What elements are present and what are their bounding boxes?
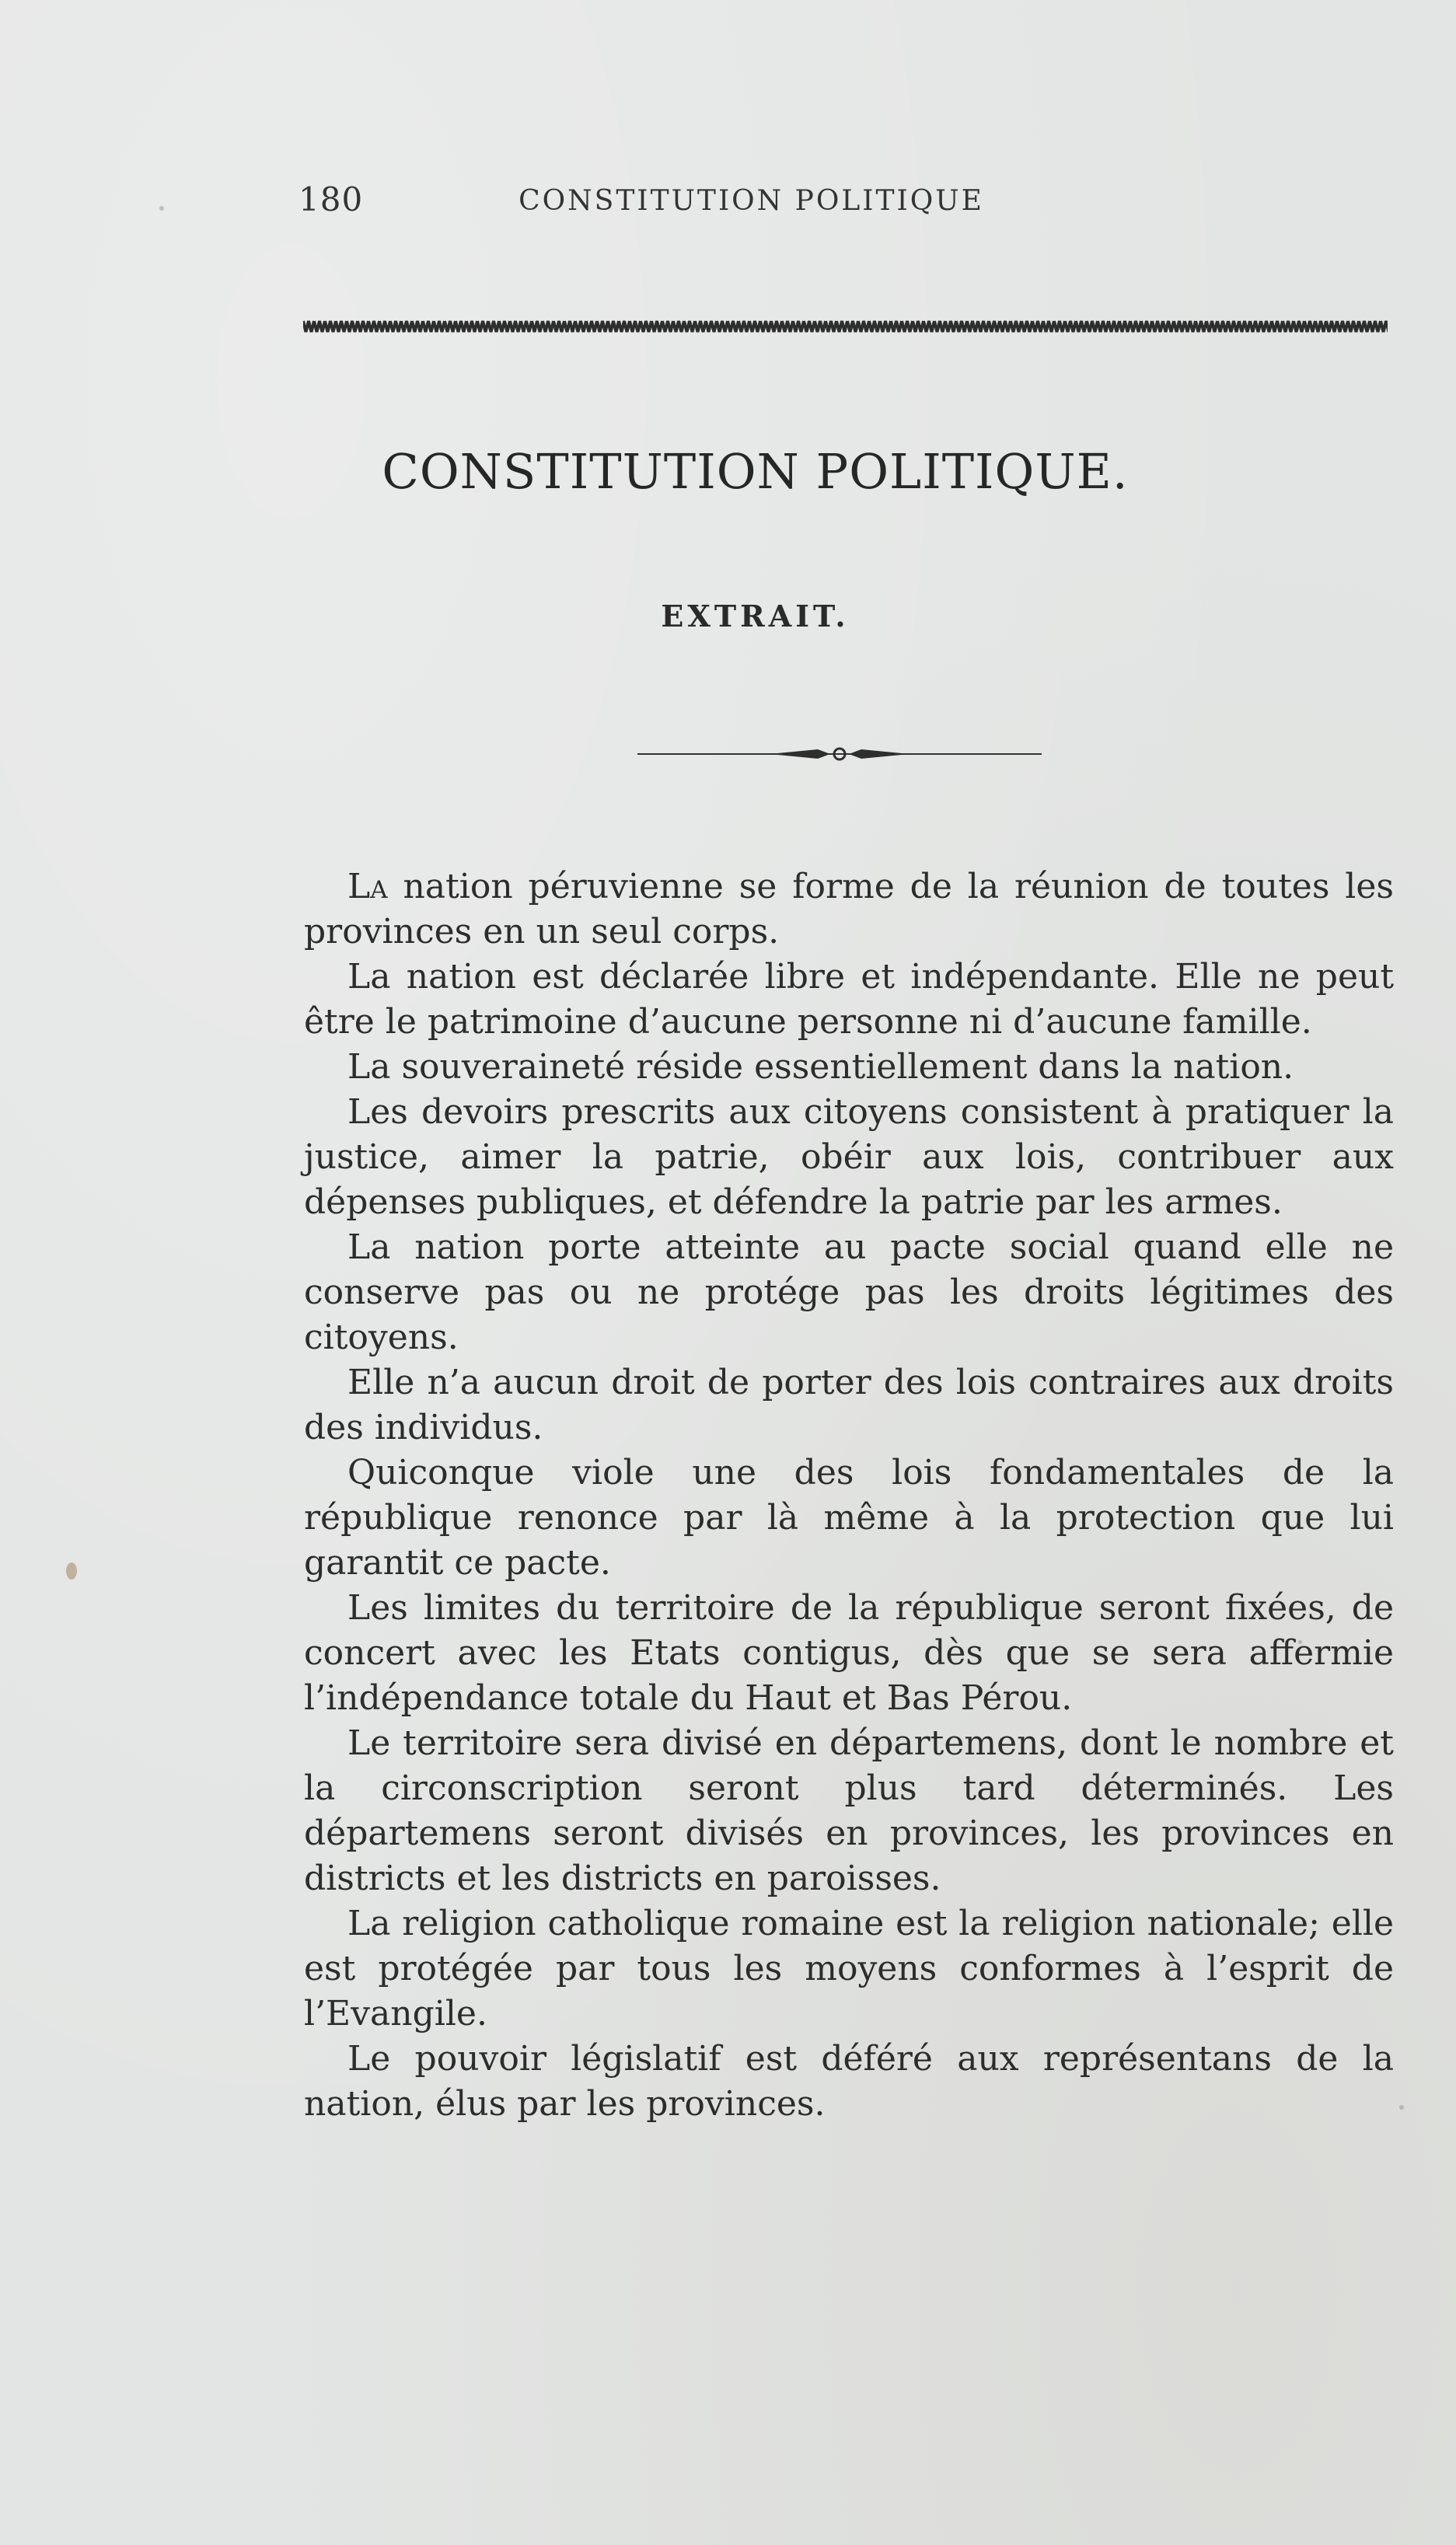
paragraph: Les limites du territoire de la république seront fixées, de concert avec les Etats contigus, dès que se sera affermie l’indépendance totale du Haut et Bas Pérou. bbox=[304, 1588, 1394, 1718]
paragraph: Le pouvoir législatif est déféré aux représentans de la nation, élus par les provinces. bbox=[304, 2039, 1394, 2124]
document-title: CONSTITUTION POLITIQUE. bbox=[382, 443, 1129, 500]
paragraph: La nation est déclarée libre et indépendante. Elle ne peut être le patrimoine d’aucune personne ni d’aucune famille. bbox=[304, 957, 1394, 1042]
paragraph: Quiconque viole une des lois fondamentales de la république renonce par là même à la protection que lui garantit ce pacte. bbox=[304, 1453, 1394, 1583]
paragraph: Le territoire sera divisé en départemens, dont le nombre et la circonscription seront plus tard déterminés. Les départemens seront divisés en provinces, les provinces en districts et les districts en paroisses. bbox=[304, 1723, 1394, 1898]
paper-speck bbox=[159, 206, 164, 211]
ornamental-divider bbox=[637, 742, 1042, 766]
paper-speck bbox=[66, 1562, 77, 1580]
paragraph bbox=[304, 864, 1394, 955]
running-head: CONSTITUTION POLITIQUE bbox=[519, 185, 984, 217]
paragraph: La nation porte atteinte au pacte social quand elle ne conserve pas ou ne protége pas les droits légitimes des citoyens. bbox=[304, 1227, 1394, 1357]
body-text bbox=[304, 864, 1394, 2127]
document-subtitle: EXTRAIT. bbox=[661, 599, 850, 634]
page-number: 180 bbox=[299, 180, 364, 218]
ornamental-rule bbox=[303, 315, 1388, 338]
paragraph-text: nation péruvienne se forme de la réunion de toutes les provinces en un seul corps. bbox=[304, 867, 1394, 951]
drop-word: La bbox=[347, 867, 388, 906]
paragraph: La souveraineté réside essentiellement dans la nation. bbox=[347, 1047, 1294, 1087]
paragraph: Elle n’a aucun droit de porter des lois contraires aux droits des individus. bbox=[304, 1363, 1394, 1447]
paragraph: La religion catholique romaine est la religion nationale; elle est protégée par tous les moyens conformes à l’esprit de l’Evangile. bbox=[304, 1904, 1394, 2034]
paragraph: Les devoirs prescrits aux citoyens consistent à pratiquer la justice, aimer la patrie, obéir aux lois, contribuer aux dépenses publiques, et défendre la patrie par les armes. bbox=[304, 1092, 1394, 1222]
paper-speck bbox=[1298, 1640, 1302, 1644]
paper-speck bbox=[1399, 2105, 1404, 2110]
